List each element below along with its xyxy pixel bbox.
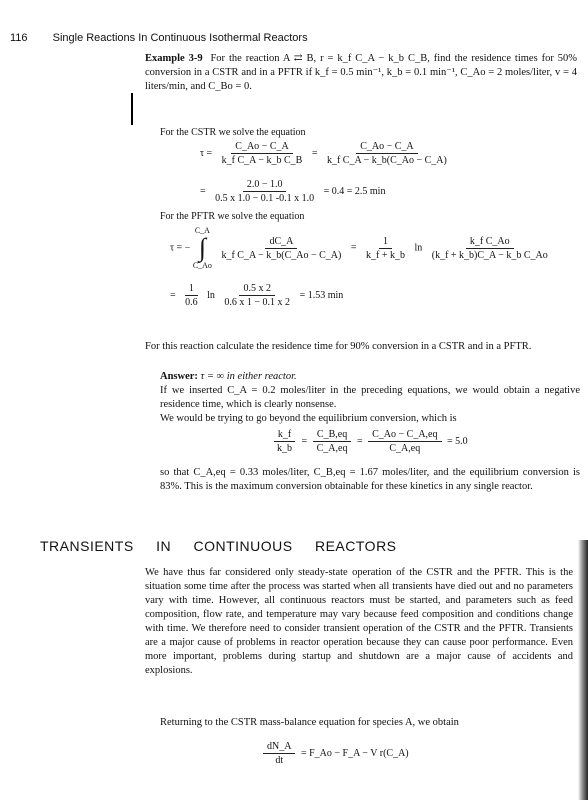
section-heading <box>40 538 415 554</box>
answer-lead: τ = ∞ in either reactor. <box>200 371 297 382</box>
eq-den2: C_A,eq <box>316 443 348 454</box>
answer-text-3: so that C_A,eq = 0.33 moles/liter, C_B,eq = 1.67 moles/liter, and the equilibrium conversion is 83%. This is the maximum conversion obtainable for these kinetics in any single reactor. <box>160 467 580 492</box>
integral-upper-limit: C_A <box>194 226 210 235</box>
pftr-equation-2: = $\frac{1}{0.6}$ ln $\frac{0.5 x 2}{0.6 x 1 - 0.1 x 2}$ = 1.53 min <box>170 283 344 308</box>
question-text: For this reaction calculate the residence time for 90% conversion in a CSTR and in a PFTR. <box>145 341 532 352</box>
page-number: 116 <box>10 32 28 44</box>
eq-den3: C_A,eq <box>389 443 421 454</box>
answer-block <box>160 370 580 426</box>
eq-num2: C_B,eq <box>313 428 351 442</box>
equilibrium-equation: $\frac{k\_f}{k\_b}$ = $\frac{C\_B,eq}{C\_A,eq}$ = $\frac{C\_Ao - C\_A,eq}{C\_A,eq}$ = 5.0 <box>270 428 468 455</box>
section-word-3: CONTINUOUS <box>193 538 293 554</box>
pftr-mid-num: 1 <box>379 235 392 249</box>
example-statement <box>145 52 577 94</box>
running-title: Single Reactions In Continuous Isothermal Reactors <box>52 32 308 44</box>
pftr-ln-den: (k_f + k_b)C_A − k_b C_Ao <box>431 249 548 261</box>
answer-text-1: If we inserted C_A = 0.2 moles/liter in the preceding equations, we would obtain a negative residence time, which is clearly nonsense. <box>160 385 580 410</box>
body-paragraph-2: Returning to the CSTR mass-balance equation for species A, we obtain <box>160 717 459 728</box>
eq-num3: C_Ao − C_A,eq <box>368 428 441 442</box>
pftr-r-num1: 1 <box>185 282 198 296</box>
section-word-2: IN <box>156 538 172 554</box>
pftr-r-den1: 0.6 <box>185 297 198 308</box>
pftr-r-num2: 0.5 x 2 <box>239 282 275 296</box>
integral-sign: C_A ∫ C_Ao <box>192 226 212 270</box>
example-label: Example 3-9 <box>145 53 203 64</box>
eq-num1: k_f <box>274 428 295 442</box>
example-text: For the reaction A ⇄ B, r = k_f C_A − k_b C_B, find the residence times for 50% conversion in a CSTR and in a PFTR if k_f = 0.5 min⁻¹, k_b = 0.1 min⁻¹, C_Ao = 2 moles/liter, v = 4 liters/min, and C_Bo = 0. <box>145 53 577 92</box>
page-edge-shadow <box>578 540 588 800</box>
eq-den1: k_b <box>277 443 292 454</box>
integral-lower-limit: C_Ao <box>192 261 212 270</box>
pftr-r-result: = 1.53 min <box>299 289 344 301</box>
section-word-1: TRANSIENTS <box>40 538 134 554</box>
cstr-equation-1: τ = $\frac{C\_Ao - C\_A}{\text{k\_f C\_A − k\_b C\_B}}$ = $\frac{C\_Ao - C\_A}{\text{k\_f C\_A − k\_b(C\_Ao − C\_A)}}$ <box>200 140 454 167</box>
cstr-eq2-num: C_Ao − C_A <box>356 140 417 154</box>
cstr-eq3-result: = 0.4 = 2.5 min <box>323 185 386 197</box>
cstr-eq1-num: C_Ao − C_A <box>231 140 292 154</box>
pftr-r-den2: 0.6 x 1 − 0.1 x 2 <box>224 297 291 308</box>
body-paragraph-1: We have thus far considered only steady-state operation of the CSTR and the PFTR. This is the situation some time after the process was started when all transients have died out and no parameters vary with time. However, all continuous reactors must be started, and parameters such as feed composition, flow rate, and temperature may vary because feed composition and conditions change with time. We therefore need to consider transient operation of the CSTR and the PFTR. Transients are a major cause of problems in reactor operation because they can cause poor performance. Even more important, problems during startup and shutdown are a major cause of accidents and explosions. <box>145 567 573 676</box>
eq-result: = 5.0 <box>447 435 468 447</box>
mb-den: dt <box>275 755 284 766</box>
pftr-equation-1: τ = − C_A ∫ C_Ao $\frac{dC\_A}{\text{k\_f C\_A − k\_b(C\_Ao − C\_A)}}$ = $\frac{1}{k\_f + k\_b}$ ln $\frac{\text{k\_f C\_Ao}}{\text{(k\_f + k\_b)C\_A − k\_b C\_Ao}}$ <box>170 226 555 270</box>
cstr-intro: For the CSTR we solve the equation <box>160 127 306 138</box>
pftr-int-den: k_f C_A − k_b(C_Ao − C_A) <box>221 249 342 261</box>
change-bar <box>131 93 133 125</box>
pftr-ln-num: k_f C_Ao <box>466 235 514 249</box>
running-header <box>10 32 308 44</box>
pftr-intro: For the PFTR we solve the equation <box>160 211 305 222</box>
cstr-eq3-num: 2.0 − 1.0 <box>243 178 287 192</box>
mass-balance-equation <box>260 740 409 767</box>
cstr-eq2-den: k_f C_A − k_b(C_Ao − C_A) <box>326 155 447 166</box>
pftr-mid-den: k_f + k_b <box>365 249 405 261</box>
cstr-eq1-den: k_f C_A − k_b C_B <box>221 155 303 166</box>
pftr-int-num: dC_A <box>265 235 297 249</box>
mb-rhs: = F_Ao − F_A − V r(C_A) <box>300 747 409 759</box>
section-word-4: REACTORS <box>314 538 397 554</box>
answer-text-2: We would be trying to go beyond the equilibrium conversion, which is <box>160 413 457 424</box>
cstr-equation-2: = $\frac{2.0 - 1.0}{0.5 x 1.0 - 0.1 -0.1 x 1.0}$ = 0.4 = 2.5 min <box>200 179 386 204</box>
mb-num: dN_A <box>263 740 295 754</box>
cstr-eq3-den: 0.5 x 1.0 − 0.1 -0.1 x 1.0 <box>215 193 315 204</box>
answer-label: Answer: <box>160 371 198 382</box>
